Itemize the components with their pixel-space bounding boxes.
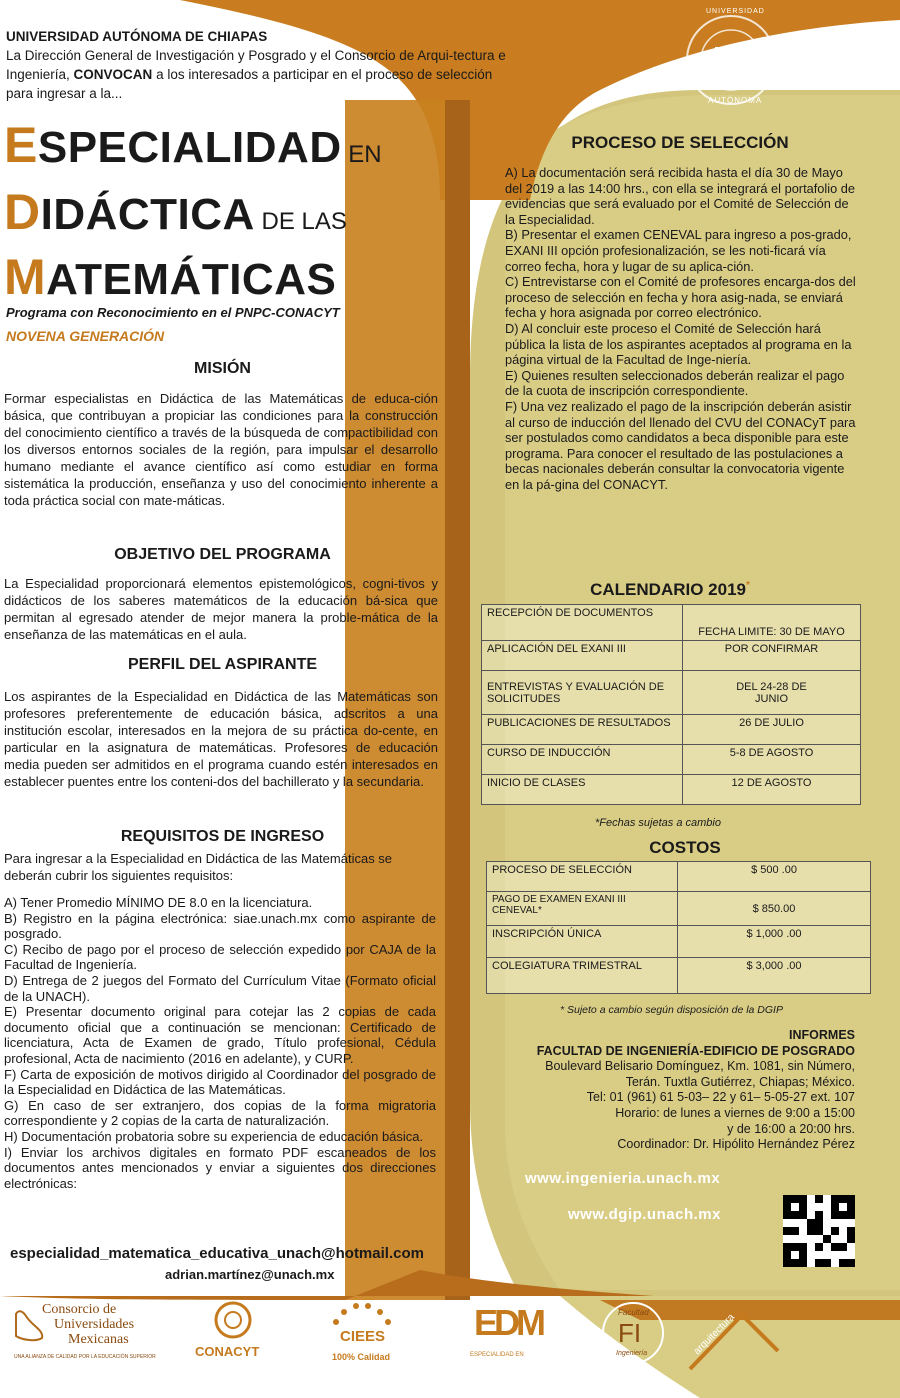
list-item: D) Al concluir este proceso el Comité de Selección hará pública la lista de los aspirantes aceptados al programa en la página virtual de la Facultad de Inge-niería. — [505, 320, 852, 368]
perfil-text: Los aspirantes de la Especialidad en Didáctica de las Matemáticas son profesores preferentemente de educación básica, adscritos a una institución escolar, interesados en la mejora de su práctica do-cente, en particular en la asignatura de matemáticas. Profesores de educación media pueden ser admitidos en el programa cuando estén interesados en establecer puentes entre los conteni-dos del bachillerato y la secundaria. — [4, 689, 438, 789]
informes-address1: Boulevard Belisario Domínguez, Km. 1081, sin Número, — [545, 1059, 855, 1074]
table-cell: DEL 24-28 DE JUNIO — [683, 671, 861, 715]
table-row — [482, 605, 861, 641]
calendario-heading — [480, 580, 860, 600]
email-link-1[interactable]: especialidad_matematica_educativa_unach@hotmail.com — [10, 1245, 424, 1262]
seal-text-bottom: AUTÓNOMA — [708, 96, 763, 105]
title-connector: EN — [341, 141, 382, 168]
ciees-text: CIEES — [340, 1328, 386, 1345]
intro-text-end: a los interesados a participar en el proceso de selección para ingresar a la... — [6, 67, 493, 101]
title-line-2 — [4, 183, 347, 241]
conacyt-logo — [195, 1300, 275, 1370]
calendario-title: CALENDARIO 2019 — [590, 580, 746, 599]
fi-bottom-text: Ingeniería — [616, 1350, 648, 1357]
calendario-asterisk: * — [745, 580, 750, 591]
ciees-logo — [318, 1300, 408, 1370]
table-row — [487, 862, 871, 892]
brown-column-edge — [445, 100, 470, 1300]
mision-text: Formar especialistas en Didáctica de las Matemáticas de educa-ción básica, que contribuyan a propiciar las condiciones para la construcción del conocimiento científico a través de la búsqueda de compactibilidad con los diversos entornos sociales de la región, para impulsar el desarrollo humano mediante el avance científico así como estudiar en forma sistemática la producción, enseñanza y uso del conocimiento inherente a toda práctica social con mate-máticas. — [4, 391, 438, 508]
qr-code-icon[interactable] — [783, 1195, 855, 1267]
title-connector: DE LAS — [254, 208, 347, 235]
title-initial: E — [4, 117, 38, 173]
table-cell: FECHA LIMITE: 30 DE MAYO — [683, 605, 861, 641]
fi-logo — [600, 1300, 670, 1370]
table-cell: ENTREVISTAS Y EVALUACIÓN DE SOLICITUDES — [482, 671, 683, 715]
university-name: UNIVERSIDAD AUTÓNOMA DE CHIAPAS — [6, 29, 268, 44]
mision-heading: MISIÓN — [194, 360, 251, 377]
list-item: C) Entrevistarse con el Comité de profesores encarga-dos del proceso de selección en fecha y hora asig-nada, se enviará fecha y hora asignada por correo electrónico. — [505, 274, 856, 321]
seal-text-top: UNIVERSIDAD — [706, 8, 765, 15]
calendario-table — [481, 604, 861, 805]
table-row — [482, 745, 861, 775]
arquitectura-text: arquitectura — [691, 1311, 737, 1358]
table-row — [487, 958, 871, 994]
requisitos-list — [4, 895, 436, 1191]
list-item: E) Presentar documento original para cotejar las 2 copias de cada documento oficial que a continuación se mencionan: Certificado de licenciatura, Acta de Examen de grado, Título profesional, Cédula profesional, Acta de nacimiento (2016 en adelante), y CURP. — [4, 1004, 436, 1066]
ciees-dots-icon — [326, 1300, 396, 1330]
list-item: G) En caso de ser extranjero, dos copias de la forma migratoria correspondiente y 2 copias de la carta de naturalización. — [4, 1097, 436, 1129]
list-item: F) Carta de exposición de motivos dirigido al Coordinador del posgrado de la Especialidad en Didáctica de las Matemáticas. — [4, 1066, 436, 1098]
title-word: ATEMÁTICAS — [46, 255, 337, 304]
generation: NOVENA GENERACIÓN — [6, 328, 165, 344]
proceso-heading: PROCESO DE SELECCIÓN — [571, 133, 789, 152]
informes-heading: INFORMES — [789, 1028, 855, 1042]
table-cell: $ 1,000 .00 — [678, 926, 871, 958]
title-line-1 — [4, 116, 382, 174]
intro-text: La Dirección General de Investigación y Posgrado y el Consorcio de Arqui-tectura e Ingeniería, — [6, 48, 506, 82]
shoe-icon — [12, 1306, 46, 1346]
title-initial: D — [4, 184, 41, 240]
objetivo-heading: OBJETIVO DEL PROGRAMA — [114, 546, 331, 563]
email-link-2[interactable]: adrian.martínez@unach.mx — [165, 1267, 335, 1282]
table-cell: 12 DE AGOSTO — [683, 775, 861, 805]
list-item: A) Tener Promedio MÍNIMO DE 8.0 en la licenciatura. — [4, 895, 313, 910]
informes-place: FACULTAD DE INGENIERÍA-EDIFICIO DE POSGRADO — [536, 1043, 855, 1058]
table-cell: $ 850.00 — [678, 892, 871, 926]
consorcio-logo — [12, 1302, 182, 1362]
subtitle: Programa con Reconocimiento en el PNPC-CONACYT — [6, 305, 340, 320]
table-row — [487, 892, 871, 926]
table-row — [487, 926, 871, 958]
table-cell: INSCRIPCIÓN ÚNICA — [487, 926, 678, 958]
proceso-list — [505, 165, 857, 492]
table-cell: $ 500 .00 — [678, 862, 871, 892]
table-row — [482, 775, 861, 805]
consorcio-line3: Mexicanas — [68, 1332, 129, 1347]
ciees-tagline: 100% Calidad — [332, 1352, 391, 1362]
calendario-note: *Fechas sujetas a cambio — [595, 817, 721, 829]
costos-table — [486, 861, 871, 994]
table-cell: COLEGIATURA TRIMESTRAL — [487, 958, 678, 994]
seal-text-side: DE CHIAPAS — [762, 48, 769, 90]
informes-phone: Tel: 01 (961) 61 5-03– 22 y 61– 5-05-27 ext. 107 — [586, 1090, 855, 1105]
intro-bold: CONVOCAN — [73, 67, 153, 82]
title-word: SPECIALIDAD — [37, 123, 342, 172]
table-cell: CURSO DE INDUCCIÓN — [482, 745, 683, 775]
arquitectura-logo — [680, 1305, 780, 1375]
title-word: IDÁCTICA — [40, 190, 255, 239]
table-cell: 5-8 DE AGOSTO — [683, 745, 861, 775]
informes-block — [500, 1028, 855, 1153]
list-item: I) Enviar los archivos digitales en formato PDF escaneados de los documentos antes mencionados y enviar a siguientes dos direcciones electrónicas: — [4, 1144, 436, 1191]
table-cell: POR CONFIRMAR — [683, 641, 861, 671]
consorcio-line1: Consorcio de — [42, 1302, 117, 1317]
table-cell: $ 3,000 .00 — [678, 958, 871, 994]
objetivo-text: La Especialidad proporcionará elementos epistemológicos, cogni-tivos y didácticos de los saberes matemáticos de la educación bá-sica que permitan al egresado atender de mejor manera la proble-mática de la enseñanza de las matemáticas en el aula. — [4, 576, 438, 642]
website-link-1[interactable]: www.ingenieria.unach.mx — [525, 1170, 721, 1187]
title-initial: M — [4, 249, 47, 305]
costos-note: * Sujeto a cambio según disposición de la DGIP — [560, 1004, 783, 1016]
list-item: F) Una vez realizado el pago de la inscripción deberán asistir al curso de inducción del llenado del CVU del CONACyT para ser postulados como candidatos a beca disponible para este programa. Para conocer el resultado de las postulaciones a becas nacionales deberán consultar la convocatoria vigente en la pá-gina del CONACYT. — [505, 398, 856, 492]
table-cell: APLICACIÓN DEL EXANI III — [482, 641, 683, 671]
list-item: E) Quienes resulten seleccionados deberán realizar el pago de la cuota de inscripción correspondiente. — [505, 367, 845, 399]
table-row — [482, 671, 861, 715]
list-item: B) Registro en la página electrónica: siae.unach.mx como aspirante de posgrado. — [4, 910, 436, 942]
list-item: D) Entrega de 2 juegos del Formato del Currículum Vitae (Formato oficial de la UNACH). — [4, 972, 436, 1004]
table-cell: PROCESO DE SELECCIÓN — [487, 862, 678, 892]
conacyt-emblem-icon — [213, 1300, 253, 1340]
list-item: A) La documentación será recibida hasta el día 30 de Mayo del 2019 a las 14:00 hrs., con ella se integrará el portafolio de evidencias que será evaluado por el Comité de Selección de la Especialidad. — [505, 165, 856, 227]
edm-logo — [470, 1302, 545, 1372]
consorcio-line2: Universidades — [54, 1317, 135, 1332]
title-line-3 — [4, 248, 336, 306]
fi-letters: FI — [618, 1318, 642, 1348]
table-cell: RECEPCIÓN DE DOCUMENTOS — [482, 605, 683, 641]
edm-letters: EDM — [474, 1302, 542, 1343]
table-cell: PUBLICACIONES DE RESULTADOS — [482, 715, 683, 745]
table-cell: PAGO DE EXAMEN EXANI III CENEVAL* — [487, 892, 678, 926]
list-item: B) Presentar el examen CENEVAL para ingreso a pos-grado, EXANI III opción profesionalización, se les noti-ficará vía correo fecha, hora y lugar de su aplica-ción. — [505, 227, 852, 274]
informes-address2: Terán. Tuxtla Gutiérrez, Chiapas; México. — [625, 1074, 855, 1089]
table-cell: INICIO DE CLASES — [482, 775, 683, 805]
conacyt-text: CONACYT — [195, 1344, 260, 1359]
table-cell: 26 DE JULIO — [683, 715, 861, 745]
edm-tagline: ESPECIALIDAD EN — [470, 1352, 524, 1358]
informes-coordinator: Coordinador: Dr. Hipólito Hernández Pérez — [617, 1137, 855, 1152]
unach-seal — [676, 8, 786, 108]
header-intro — [6, 46, 506, 103]
informes-hours2: y de 16:00 a 20:00 hrs. — [727, 1121, 855, 1136]
seal-acronym: UNACH — [717, 50, 750, 60]
costos-heading: COSTOS — [649, 838, 721, 857]
fi-top-text: Facultad — [618, 1308, 649, 1317]
consorcio-tagline: UNA ALIANZA DE CALIDAD POR LA EDUCACIÓN SUPERIOR — [14, 1354, 156, 1360]
list-item: C) Recibo de pago por el proceso de selección expedido por CAJA de la Facultad de Ingeniería. — [4, 941, 436, 973]
perfil-heading: PERFIL DEL ASPIRANTE — [127, 656, 318, 673]
informes-hours1: Horario: de lunes a viernes de 9:00 a 15:00 — [615, 1105, 855, 1120]
requisitos-heading: REQUISITOS DE INGRESO — [120, 828, 325, 845]
table-row — [482, 715, 861, 745]
list-item: H) Documentación probatoria sobre su experiencia de educación básica. — [4, 1128, 424, 1144]
table-row — [482, 641, 861, 671]
website-link-2[interactable]: www.dgip.unach.mx — [568, 1206, 721, 1223]
requisitos-intro: Para ingresar a la Especialidad en Didáctica de las Matemáticas se deberán cubrir los siguientes requisitos: — [4, 851, 393, 883]
